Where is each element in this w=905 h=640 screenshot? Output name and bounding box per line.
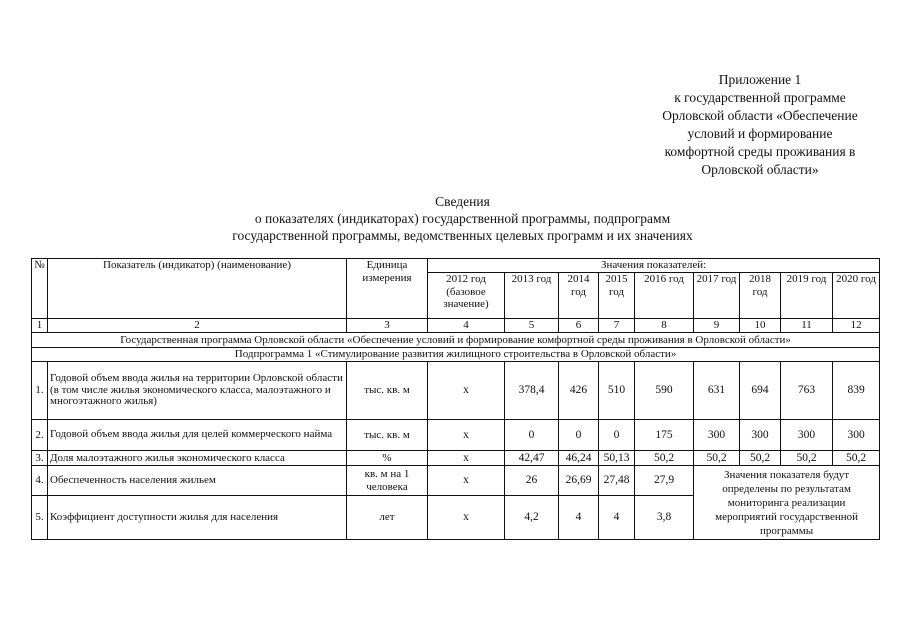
row-value: 300 bbox=[781, 420, 833, 451]
row-unit: тыс. кв. м bbox=[347, 420, 428, 451]
row-value: 50,2 bbox=[833, 451, 880, 466]
header-year: 2015 год bbox=[599, 273, 635, 319]
row-value: 0 bbox=[505, 420, 559, 451]
row-value: 4,2 bbox=[505, 496, 559, 540]
column-number: 7 bbox=[599, 319, 635, 333]
row-indicator: Годовой объем ввода жилья для целей коммерческого найма bbox=[48, 420, 347, 451]
merged-note: Значения показателя будут определены по результатам мониторинга реализации мероприятий государственной программы bbox=[694, 466, 880, 540]
row-value: 50,2 bbox=[740, 451, 781, 466]
row-base: х bbox=[428, 451, 505, 466]
row-value: 510 bbox=[599, 362, 635, 420]
appendix-line: Орловской области «Обеспечение bbox=[662, 108, 858, 123]
row-base: х bbox=[428, 362, 505, 420]
row-unit: лет bbox=[347, 496, 428, 540]
column-number: 12 bbox=[833, 319, 880, 333]
row-value: 50,13 bbox=[599, 451, 635, 466]
row-value: 175 bbox=[635, 420, 694, 451]
row-value: 42,47 bbox=[505, 451, 559, 466]
table-row bbox=[32, 362, 880, 420]
column-number: 10 bbox=[740, 319, 781, 333]
column-number: 9 bbox=[694, 319, 740, 333]
header-unit: Единица измерения bbox=[347, 259, 428, 319]
appendix-line: Приложение 1 bbox=[718, 72, 802, 87]
program-title: Государственная программа Орловской области «Обеспечение условий и формирование комфортной среды проживания в Орловской области» bbox=[32, 333, 880, 348]
row-value: 50,2 bbox=[781, 451, 833, 466]
column-number: 1 bbox=[32, 319, 48, 333]
row-value: 50,2 bbox=[635, 451, 694, 466]
column-number: 3 bbox=[347, 319, 428, 333]
header-year: 2013 год bbox=[505, 273, 559, 319]
header-year: 2016 год bbox=[635, 273, 694, 319]
row-value: 300 bbox=[740, 420, 781, 451]
column-number: 4 bbox=[428, 319, 505, 333]
header-year: 2017 год bbox=[694, 273, 740, 319]
row-base: х bbox=[428, 420, 505, 451]
row-value: 0 bbox=[599, 420, 635, 451]
row-indicator: Коэффициент доступности жилья для населения bbox=[48, 496, 347, 540]
appendix-line: Орловской области» bbox=[701, 162, 819, 177]
row-value: 4 bbox=[599, 496, 635, 540]
subprogram-title: Подпрограмма 1 «Стимулирование развития жилищного строительства в Орловской области» bbox=[32, 348, 880, 362]
column-number: 8 bbox=[635, 319, 694, 333]
header-year: 2018 год bbox=[740, 273, 781, 319]
column-number: 6 bbox=[559, 319, 599, 333]
document-heading bbox=[150, 193, 775, 244]
table-row bbox=[32, 420, 880, 451]
header-year: 2019 год bbox=[781, 273, 833, 319]
row-base: х bbox=[428, 496, 505, 540]
program-title-row bbox=[32, 333, 880, 348]
row-value: 300 bbox=[833, 420, 880, 451]
row-indicator: Доля малоэтажного жилья экономического класса bbox=[48, 451, 347, 466]
subprogram-title-row bbox=[32, 348, 880, 362]
header-year: 2020 год bbox=[833, 273, 880, 319]
heading-line: государственной программы, ведомственных целевых программ и их значениях bbox=[232, 228, 693, 243]
row-num: 2. bbox=[32, 420, 48, 451]
row-value: 694 bbox=[740, 362, 781, 420]
column-number: 2 bbox=[48, 319, 347, 333]
row-value: 631 bbox=[694, 362, 740, 420]
column-number-row bbox=[32, 319, 880, 333]
row-num: 5. bbox=[32, 496, 48, 540]
row-value: 3,8 bbox=[635, 496, 694, 540]
header-num: № bbox=[32, 259, 48, 319]
header-year: 2014 год bbox=[559, 273, 599, 319]
row-value: 26,69 bbox=[559, 466, 599, 496]
table-row bbox=[32, 451, 880, 466]
header-values: Значения показателей: bbox=[428, 259, 880, 273]
appendix-line: комфортной среды проживания в bbox=[664, 144, 856, 159]
row-value: 378,4 bbox=[505, 362, 559, 420]
row-num: 3. bbox=[32, 451, 48, 466]
row-unit: кв. м на 1 человека bbox=[347, 466, 428, 496]
column-number: 11 bbox=[781, 319, 833, 333]
appendix-line: к государственной программе bbox=[674, 90, 846, 105]
row-value: 300 bbox=[694, 420, 740, 451]
row-value: 27,48 bbox=[599, 466, 635, 496]
header-year: 2012 год (базовое значение) bbox=[428, 273, 505, 319]
row-value: 50,2 bbox=[694, 451, 740, 466]
row-value: 839 bbox=[833, 362, 880, 420]
row-value: 590 bbox=[635, 362, 694, 420]
row-value: 26 bbox=[505, 466, 559, 496]
row-unit: тыс. кв. м bbox=[347, 362, 428, 420]
row-unit: % bbox=[347, 451, 428, 466]
appendix-note bbox=[640, 71, 880, 179]
row-value: 0 bbox=[559, 420, 599, 451]
indicators-table bbox=[31, 258, 880, 540]
column-number: 5 bbox=[505, 319, 559, 333]
row-value: 27,9 bbox=[635, 466, 694, 496]
row-indicator: Годовой объем ввода жилья на территории Орловской области (в том числе жилья экономического класса, малоэтажного и многоэтажного жилья) bbox=[48, 362, 347, 420]
row-num: 4. bbox=[32, 466, 48, 496]
row-base: х bbox=[428, 466, 505, 496]
row-value: 46,24 bbox=[559, 451, 599, 466]
appendix-line: условий и формирование bbox=[687, 126, 833, 141]
row-value: 4 bbox=[559, 496, 599, 540]
heading-line: о показателях (индикаторах) государственной программы, подпрограмм bbox=[254, 211, 671, 226]
header-indicator: Показатель (индикатор) (наименование) bbox=[48, 259, 347, 319]
row-value: 763 bbox=[781, 362, 833, 420]
row-num: 1. bbox=[32, 362, 48, 420]
row-indicator: Обеспеченность населения жильем bbox=[48, 466, 347, 496]
header-row bbox=[32, 259, 880, 273]
table-row bbox=[32, 466, 880, 496]
heading-title: Сведения bbox=[435, 194, 490, 209]
row-value: 426 bbox=[559, 362, 599, 420]
